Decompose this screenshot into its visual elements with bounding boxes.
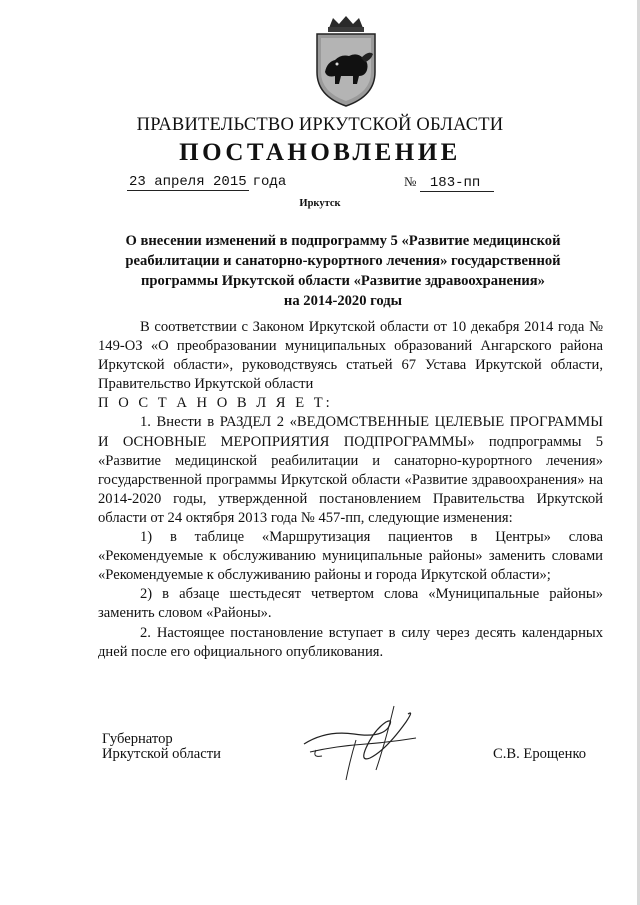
decree-word: П О С Т А Н О В Л Я Е Т: — [98, 395, 333, 412]
date-suffix: года — [252, 174, 287, 190]
signatory-name: С.В. Ерощенко — [493, 746, 587, 762]
signatory-role-line: Иркутской области — [102, 746, 221, 762]
signatory-role — [102, 732, 221, 762]
signatory-role-line: Губернатор — [102, 731, 173, 747]
document-type-title: ПОСТАНОВЛЕНИЕ — [179, 139, 461, 166]
date-value: 23 апреля 2015 — [129, 174, 247, 190]
number-value: 183-пп — [420, 175, 494, 192]
subject-line: программы Иркутской области «Развитие здравоохранения» — [141, 273, 545, 289]
subject-line: реабилитации и санаторно-курортного лечения» государственной — [125, 253, 561, 269]
item-1-paragraph: 1. Внести в РАЗДЕЛ 2 «ВЕДОМСТВЕННЫЕ ЦЕЛЕВЫЕ ПРОГРАММЫ И ОСНОВНЫЕ МЕРОПРИЯТИЯ ПОДПРОГРАММЫ» подпрограммы 5 «Развитие медицинской реабилитации и санаторно-курортного лечения» государственной программы Иркутской области «Развитие здравоохранения» на 2014-2020 годы, утвержденной постановлением Правительства Иркутской области от 24 октября 2013 года № 457-пп, следующие изменения: — [98, 414, 603, 526]
coat-of-arms-emblem — [307, 14, 385, 108]
subject-line: О внесении изменений в подпрограмму 5 «Развитие медицинской — [125, 233, 561, 249]
item-1-1-paragraph: 1) в таблице «Маршрутизация пациентов в Центры» слова «Рекомендуемые к обслуживанию муниципальные районы» заменить словами «Рекомендуемые к обслуживанию районы и города Иркутской области»; — [98, 529, 603, 584]
government-title: ПРАВИТЕЛЬСТВО ИРКУТСКОЙ ОБЛАСТИ — [136, 115, 504, 135]
number-sign: № — [404, 174, 417, 189]
document-date — [127, 174, 286, 191]
document-subject — [98, 231, 588, 311]
document-number — [404, 174, 494, 192]
handwritten-signature — [296, 700, 426, 785]
city-name: Иркутск — [299, 198, 341, 209]
subject-line: на 2014-2020 годы — [283, 293, 403, 309]
document-body — [98, 318, 603, 662]
item-1-2-paragraph: 2) в абзаце шестьдесят четвертом слова «Муниципальные районы» заменить словом «Районы». — [98, 586, 603, 622]
item-2-paragraph: 2. Настоящее постановление вступает в силу через десять календарных дней после его официального опубликования. — [98, 624, 603, 660]
preamble-paragraph: В соответствии с Законом Иркутской области от 10 декабря 2014 года № 149-ОЗ «О преобразовании муниципальных образований Ангарского района Иркутской области», руководствуясь статьей 67 Устава Иркутской области, Правительство Иркутской области — [98, 319, 603, 393]
